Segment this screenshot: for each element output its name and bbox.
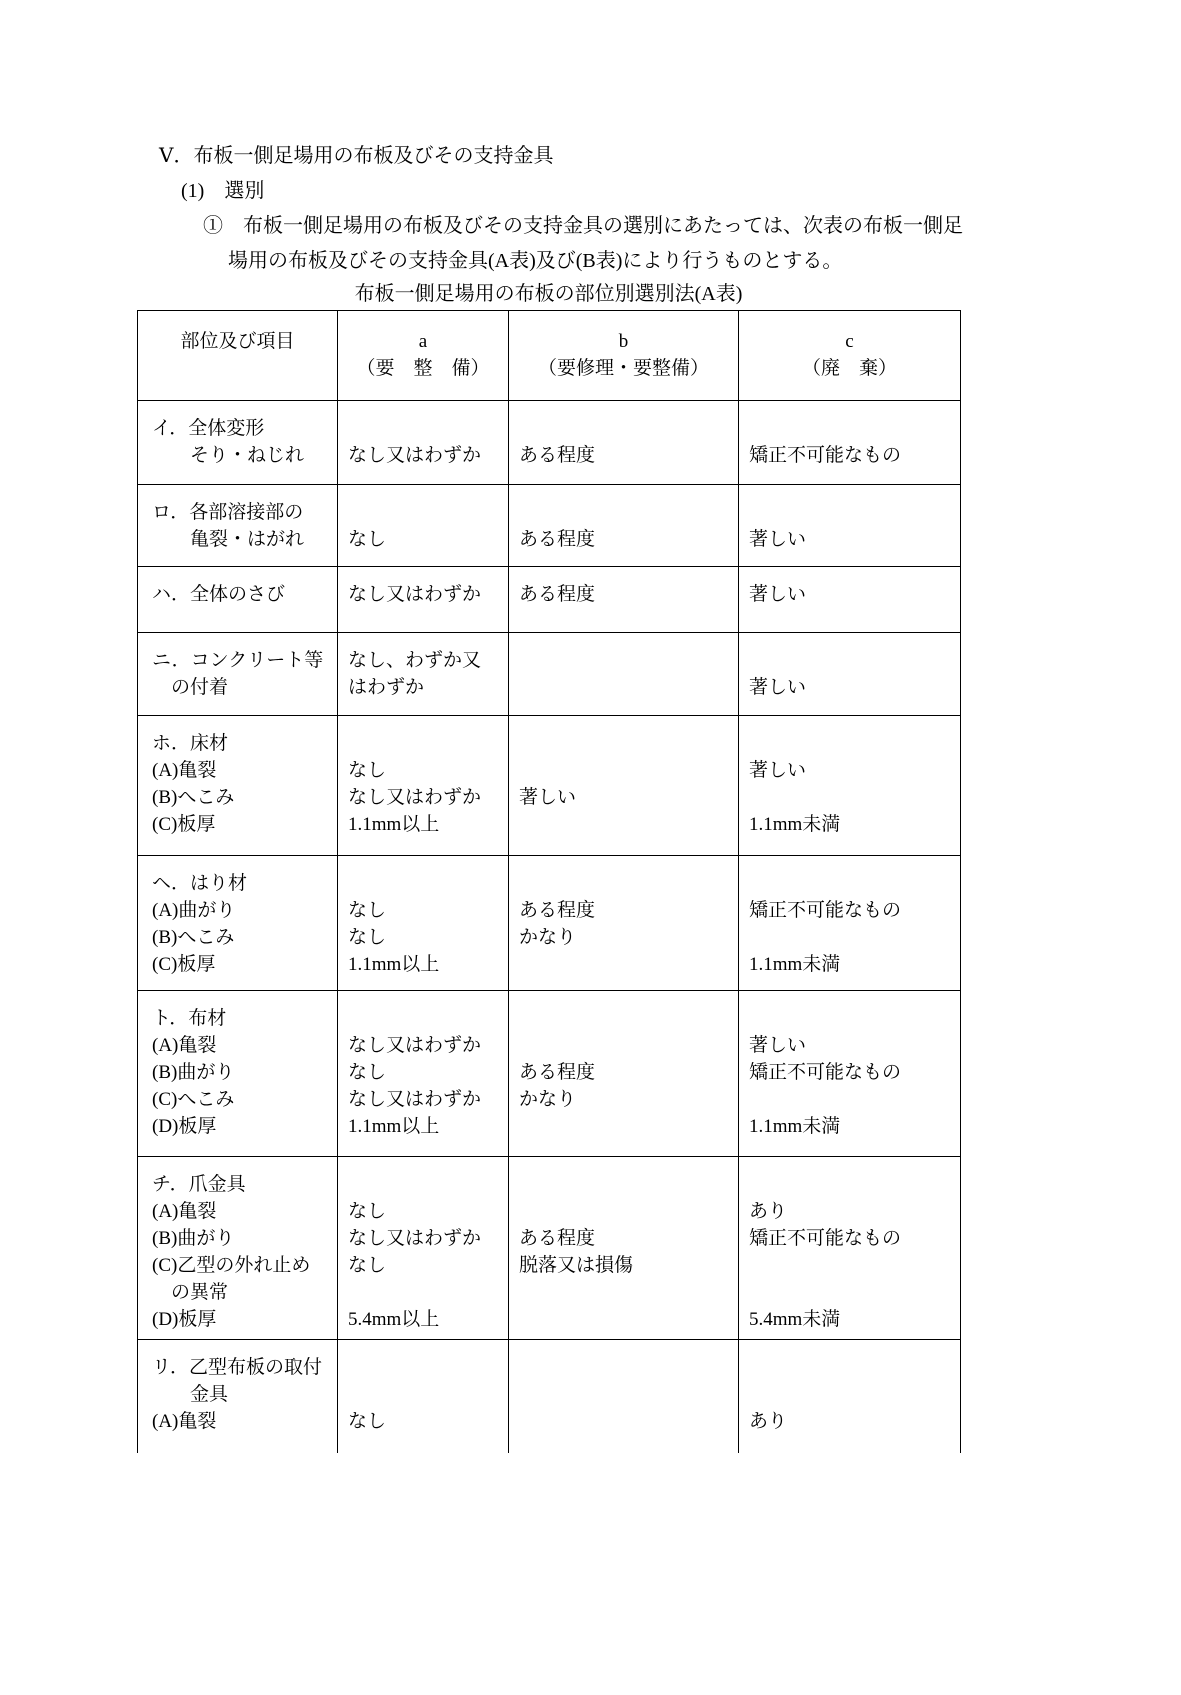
cell-line: なし xyxy=(348,900,387,921)
cell-line xyxy=(348,870,500,897)
cell-line: (A)亀裂 xyxy=(152,1035,217,1056)
cell-line: (A)亀裂 xyxy=(152,1201,217,1222)
cell-line xyxy=(519,1113,730,1140)
cell-line: （廃 棄） xyxy=(801,358,897,379)
table-cell xyxy=(138,485,338,567)
table-row xyxy=(138,633,961,716)
cell-line xyxy=(519,1381,730,1408)
cell-line: なし xyxy=(348,1062,387,1083)
cell-line: (B)へこみ xyxy=(152,927,235,948)
cell-line: 著しい xyxy=(749,1035,807,1056)
cell-line: 亀裂・はがれ xyxy=(152,529,305,550)
table-cell xyxy=(509,856,739,991)
cell-line: c xyxy=(845,331,854,352)
cell-line: なし xyxy=(348,927,387,948)
cell-line: 金具 xyxy=(152,1384,229,1405)
column-header xyxy=(338,311,509,401)
table-cell xyxy=(338,485,509,567)
table-cell xyxy=(509,401,739,485)
paragraph-line-2: 場用の布板及びその支持金具(A表)及び(B表)により行うものとする。 xyxy=(228,250,843,272)
cell-line: なし xyxy=(348,1201,387,1222)
cell-line: 5.4mm未満 xyxy=(749,1309,841,1330)
cell-line: (B)曲がり xyxy=(152,1062,235,1083)
cell-line: あり xyxy=(749,1411,788,1432)
cell-line: (C)乙型の外れ止め xyxy=(152,1255,311,1276)
cell-line xyxy=(348,499,500,526)
cell-line xyxy=(519,1279,730,1306)
table-cell xyxy=(338,1157,509,1340)
table-cell xyxy=(509,485,739,567)
cell-line: 1.1mm以上 xyxy=(348,814,440,835)
cell-line: の異常 xyxy=(152,1282,229,1303)
table-cell xyxy=(338,633,509,716)
cell-line xyxy=(519,1198,730,1225)
table-cell xyxy=(739,567,961,633)
paragraph-line-1: ① 布板一側足場用の布板及びその支持金具の選別にあたっては、次表の布板一側足 xyxy=(203,215,963,237)
table-row xyxy=(138,716,961,856)
cell-line: (D)板厚 xyxy=(152,1116,217,1137)
cell-line: b xyxy=(618,331,629,352)
cell-line: （要修理・要整備） xyxy=(537,358,709,379)
cell-line: なし又はわずか xyxy=(348,1089,482,1110)
cell-line: (D)板厚 xyxy=(152,1309,217,1330)
table-cell xyxy=(338,856,509,991)
table-cell xyxy=(338,1340,509,1453)
cell-line: あり xyxy=(749,1201,788,1222)
cell-line xyxy=(749,924,952,951)
table-cell xyxy=(739,856,961,991)
table-cell xyxy=(509,633,739,716)
cell-line xyxy=(519,870,730,897)
table-cell xyxy=(138,567,338,633)
cell-line: ある程度 xyxy=(519,1062,596,1083)
cell-line: はわずか xyxy=(348,677,425,698)
table-cell xyxy=(739,485,961,567)
cell-line: 1.1mm未満 xyxy=(749,954,841,975)
table-cell xyxy=(509,1340,739,1453)
cell-line xyxy=(749,1252,952,1279)
cell-line xyxy=(519,499,730,526)
table-cell xyxy=(138,633,338,716)
cell-line: 矯正不可能なもの xyxy=(749,1062,902,1083)
cell-line: (A)亀裂 xyxy=(152,760,217,781)
table-cell xyxy=(509,991,739,1157)
cell-line: なし又はわずか xyxy=(348,1228,482,1249)
cell-line: (B)曲がり xyxy=(152,1228,235,1249)
cell-line xyxy=(749,415,952,442)
cell-line: (A)曲がり xyxy=(152,900,236,921)
cell-line: 著しい xyxy=(749,529,807,550)
cell-line: かなり xyxy=(519,1089,577,1110)
table-row xyxy=(138,991,961,1157)
column-header xyxy=(509,311,739,401)
cell-line xyxy=(519,674,730,701)
cell-line: ある程度 xyxy=(519,529,596,550)
cell-line xyxy=(749,730,952,757)
cell-line xyxy=(348,730,500,757)
cell-line: 著しい xyxy=(749,677,807,698)
cell-line: (B)へこみ xyxy=(152,787,235,808)
table-cell xyxy=(739,716,961,856)
table-cell xyxy=(739,401,961,485)
cell-line xyxy=(749,1279,952,1306)
table-row xyxy=(138,1157,961,1340)
table-head xyxy=(138,311,961,401)
cell-line xyxy=(519,757,730,784)
cell-line xyxy=(348,1279,500,1306)
section-heading: Ⅴ．布板一側足場用の布板及びその支持金具 xyxy=(159,145,554,167)
table-cell xyxy=(138,1340,338,1453)
cell-line: (A)亀裂 xyxy=(152,1411,217,1432)
table-cell xyxy=(509,716,739,856)
table-row xyxy=(138,1340,961,1453)
cell-line xyxy=(348,1171,500,1198)
table-cell xyxy=(138,856,338,991)
cell-line xyxy=(519,1354,730,1381)
table-cell xyxy=(338,716,509,856)
cell-line: ニ．コンクリート等 xyxy=(152,650,324,671)
cell-line: ホ．床材 xyxy=(152,733,229,754)
table-cell xyxy=(739,1340,961,1453)
cell-line: 1.1mm未満 xyxy=(749,814,841,835)
cell-line: 矯正不可能なもの xyxy=(749,900,902,921)
table-cell xyxy=(338,991,509,1157)
table-cell xyxy=(739,991,961,1157)
cell-line xyxy=(519,1005,730,1032)
cell-line: チ．爪金具 xyxy=(152,1174,246,1195)
cell-line xyxy=(519,415,730,442)
cell-line: 著しい xyxy=(749,760,807,781)
cell-line xyxy=(519,1032,730,1059)
cell-line xyxy=(749,1005,952,1032)
cell-line xyxy=(749,1171,952,1198)
cell-line xyxy=(519,730,730,757)
cell-line xyxy=(749,647,952,674)
cell-line: なし xyxy=(348,760,387,781)
table-row xyxy=(138,567,961,633)
cell-line: (C)へこみ xyxy=(152,1089,235,1110)
cell-line xyxy=(144,355,331,382)
cell-line: ある程度 xyxy=(519,1228,596,1249)
cell-line xyxy=(348,415,500,442)
cell-line: 5.4mm以上 xyxy=(348,1309,440,1330)
cell-line: (C)板厚 xyxy=(152,814,216,835)
table-cell xyxy=(509,1157,739,1340)
cell-line: イ．全体変形 xyxy=(152,418,265,439)
column-header xyxy=(138,311,338,401)
cell-line: 矯正不可能なもの xyxy=(749,1228,902,1249)
cell-line: なし、わずか又 xyxy=(348,650,482,671)
cell-line xyxy=(348,1354,500,1381)
cell-line xyxy=(749,1354,952,1381)
column-header xyxy=(739,311,961,401)
table-body xyxy=(138,401,961,1453)
cell-line xyxy=(519,1408,730,1435)
cell-line: 著しい xyxy=(519,787,577,808)
cell-line: 脱落又は損傷 xyxy=(519,1255,634,1276)
cell-line: の付着 xyxy=(152,677,229,698)
cell-line xyxy=(749,784,952,811)
cell-line: なし xyxy=(348,529,387,550)
cell-line: 1.1mm以上 xyxy=(348,1116,440,1137)
table-row xyxy=(138,856,961,991)
cell-line: 矯正不可能なもの xyxy=(749,445,902,466)
cell-line xyxy=(519,1306,730,1333)
cell-line: ある程度 xyxy=(519,900,596,921)
cell-line: ある程度 xyxy=(519,584,596,605)
cell-line xyxy=(519,1171,730,1198)
table-cell xyxy=(338,567,509,633)
cell-line: ヘ．はり材 xyxy=(152,873,248,894)
cell-line xyxy=(749,870,952,897)
cell-line xyxy=(519,647,730,674)
cell-line: ト．布材 xyxy=(152,1008,227,1029)
cell-line: なし又はわずか xyxy=(348,584,482,605)
table-row xyxy=(138,485,961,567)
table-cell xyxy=(138,716,338,856)
cell-line: なし xyxy=(348,1411,387,1432)
subsection-label: (1) 選別 xyxy=(181,180,265,202)
cell-line xyxy=(749,499,952,526)
cell-line xyxy=(749,1086,952,1113)
table-cell xyxy=(509,567,739,633)
table-cell xyxy=(739,633,961,716)
cell-line: 著しい xyxy=(749,584,807,605)
cell-line: なし又はわずか xyxy=(348,787,482,808)
cell-line xyxy=(519,811,730,838)
table-cell xyxy=(739,1157,961,1340)
cell-line: なし又はわずか xyxy=(348,1035,482,1056)
cell-line: なし xyxy=(348,1255,387,1276)
cell-line: そり・ねじれ xyxy=(152,445,305,466)
cell-line: なし又はわずか xyxy=(348,445,482,466)
cell-line: 1.1mm未満 xyxy=(749,1116,841,1137)
table-caption: 布板一側足場用の布板の部位別選別法(A表) xyxy=(354,283,743,305)
cell-line xyxy=(519,951,730,978)
cell-line: a xyxy=(418,331,428,352)
cell-line: （要 整 備） xyxy=(356,358,490,379)
cell-line: ある程度 xyxy=(519,445,596,466)
table-row xyxy=(138,401,961,485)
selection-table-a xyxy=(137,310,961,1453)
header-row xyxy=(138,311,961,401)
table-cell xyxy=(138,1157,338,1340)
cell-line xyxy=(749,1381,952,1408)
cell-line xyxy=(348,1381,500,1408)
cell-line: ハ．全体のさび xyxy=(152,584,286,605)
cell-line: かなり xyxy=(519,927,577,948)
cell-line: 1.1mm以上 xyxy=(348,954,440,975)
cell-line: (C)板厚 xyxy=(152,954,216,975)
table-cell xyxy=(338,401,509,485)
table-cell xyxy=(138,991,338,1157)
cell-line: 部位及び項目 xyxy=(180,331,295,352)
cell-line: リ．乙型布板の取付 xyxy=(152,1357,323,1378)
cell-line xyxy=(348,1005,500,1032)
table-cell xyxy=(138,401,338,485)
cell-line: ロ．各部溶接部の xyxy=(152,502,304,523)
